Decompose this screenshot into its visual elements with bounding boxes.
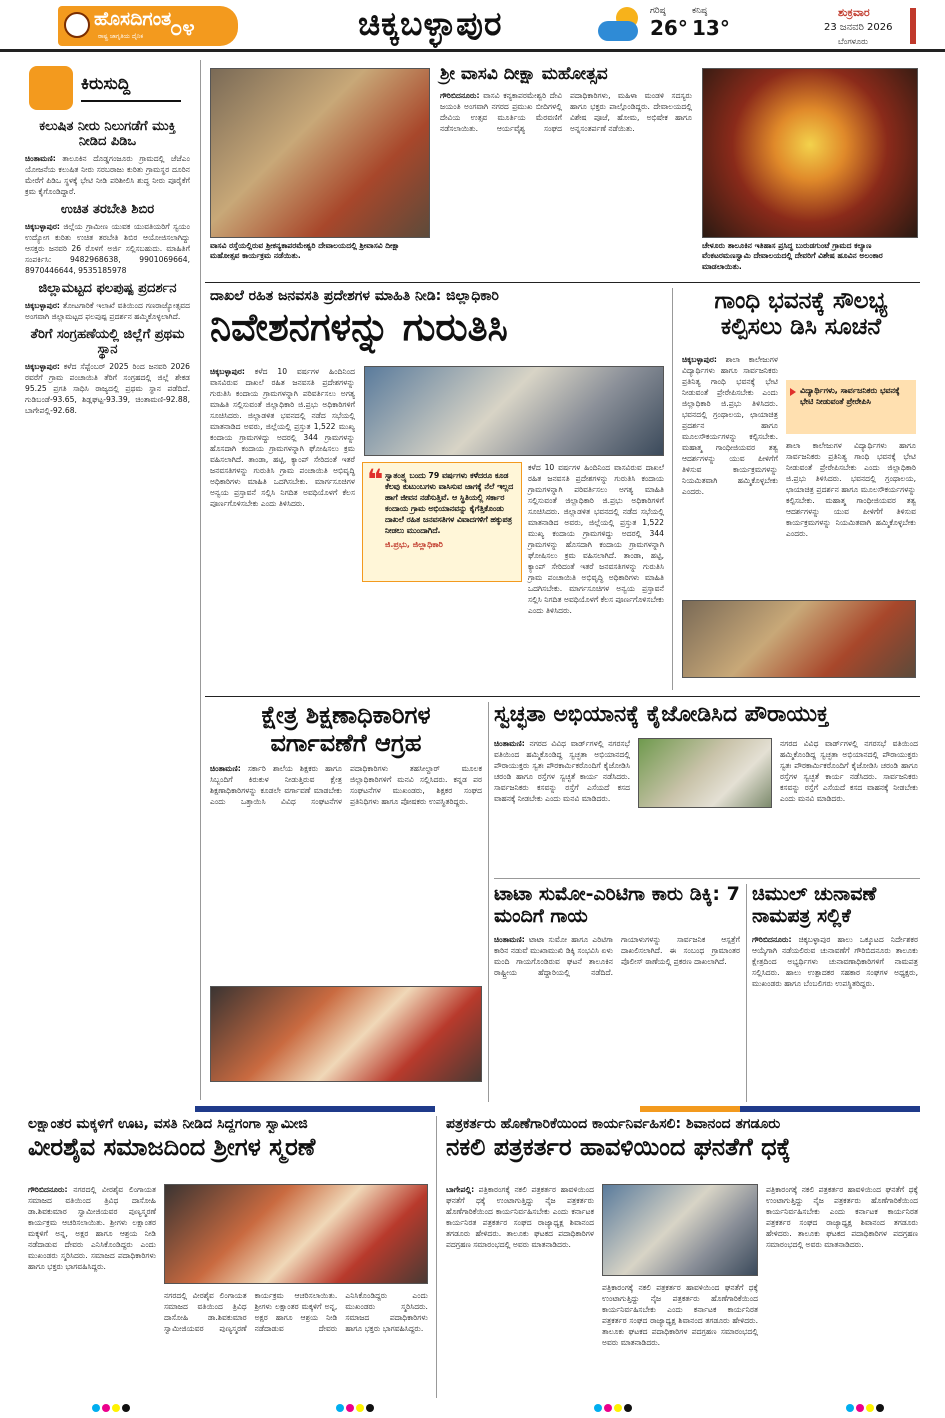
lead-kicker: ದಾಖಲೆ ರಹಿತ ಜನವಸತಿ ಪ್ರದೇಶಗಳ ಮಾಹಿತಿ ನೀಡಿ: ಜಿಲ್ಲಾಧಿಕಾರಿ <box>210 288 499 304</box>
brief-title: ಉಚಿತ ತರಬೇತಿ ಶಿಬಿರ <box>60 201 155 217</box>
issue-date: 23 ಜನವರಿ 2026 <box>824 22 893 33</box>
gandhi-callout <box>786 380 916 434</box>
transfer-article <box>210 702 482 1082</box>
hand-pointer-icon <box>29 66 73 110</box>
briefs-header <box>25 60 190 116</box>
brand-tagline: ರಾಷ್ಟ್ರ ಜಾಗೃತಿಯ ದೈನಿಕ <box>98 33 144 40</box>
article-headline: ಟಾಟಾ ಸುಮೋ-ಎರಿಟಿಗಾ ಕಾರು ಡಿಕ್ಕಿ: 7 ಮಂದಿಗೆ ಗಾಯ <box>494 883 740 927</box>
article-body-continued: ಪತ್ರಿಕಾರಂಗಕ್ಕೆ ನಕಲಿ ಪತ್ರಕರ್ತರ ಹಾವಳಿಯಿಂದ ಘನತೆಗೆ ಧಕ್ಕೆ ಉಂಟಾಗುತ್ತಿದ್ದು ನೈಜ ಪತ್ರಕರ್ತರು ಹೊಣೆಗಾರಿಕೆಯಿಂದ ಕಾರ್ಯನಿರ್ವಹಿಸಬೇಕು ಎಂದು ಕರ್ನಾಟಕ ಕಾರ್ಯನಿರತ ಪತ್ರಕರ್ತರ ಸಂಘದ ರಾಜ್ಯಾಧ್ಯಕ್ಷ ಶಿವಾನಂದ ತಗಡೂರು ಹೇಳಿದರು. ತಾಲೂಕು ಘಟಕದ ಪದಾಧಿಕಾರಿಗಳ ಪದಗ್ರಹಣ ಸಮಾರಂಭದಲ್ಲಿ ಅವರು ಮಾತನಾಡಿದರು. <box>602 1283 758 1347</box>
journalists-photo-block <box>602 1184 758 1396</box>
lead-body-col1 <box>210 366 355 509</box>
article-headline: ಶ್ರೀ ವಾಸವಿ ದೀಕ್ಷಾ ಮಹೋತ್ಸವ <box>440 64 608 84</box>
veerashaiva-article <box>28 1116 428 1162</box>
article-body-continued: ಕಳೆದ 10 ವರ್ಷಗಳ ಹಿಂದಿನಿಂದ ವಾಸವಿರುವ ದಾಖಲೆ ರಹಿತ ಜನವಸತಿ ಪ್ರದೇಶಗಳನ್ನು ಗುರುತಿಸಿ ಕಂದಾಯ ಗ್ರಾಮಗಳನ್ನಾಗಿ ಪರಿವರ್ತಿಸಲು ಅಗತ್ಯ ಮಾಹಿತಿ ಸಲ್ಲಿಸುವಂತೆ ಜಿಲ್ಲಾಧಿಕಾರಿ ಜಿ.ಪ್ರಭು ಅಧಿಕಾರಿಗಳಿಗೆ ಸೂಚಿಸಿದರು. ಜಿಲ್ಲಾಡಳಿತ ಭವನದಲ್ಲಿ ನಡೆದ ಸಭೆಯಲ್ಲಿ ಮಾತನಾಡಿದ ಅವರು, ಜಿಲ್ಲೆಯಲ್ಲಿ ಪ್ರಸ್ತುತ 1,522 ಮುಖ್ಯ ಕಂದಾಯ ಗ್ರಾಮಗಳಿದ್ದು ಅದರಲ್ಲಿ 344 ಗ್ರಾಮಗಳನ್ನು ಹೊಸದಾಗಿ ಕಂದಾಯ ಗ್ರಾಮಗಳನ್ನಾಗಿ ಘೋಷಿಸಲು ಕ್ರಮ ವಹಿಸಲಾಗಿದೆ. ತಾಂಡಾ, ಹಟ್ಟಿ, ಕ್ಯಾಂಪ್ ಸೇರಿದಂತೆ ಇತರೆ ಜನವಸತಿಗಳನ್ನು ಗುರುತಿಸಿ ಗ್ರಾಮ ಪಂಚಾಯಿತಿ ಅಭಿವೃದ್ಧಿ ಅಧಿಕಾರಿಗಳು ಮಾಹಿತಿ ಒದಗಿಸಬೇಕು. ಮಾರ್ಗಸೂಚಿಗಳ ಅನ್ವಯ ಪ್ರಸ್ತಾವನೆ ಸಲ್ಲಿಸಿ ನಿಗದಿತ ಅವಧಿಯೊಳಗೆ ಕೆಲಸ ಪೂರ್ಣಗೊಳಿಸಬೇಕು ಎಂದು ತಿಳಿಸಿದರು. <box>528 463 664 615</box>
temple-deity-photo <box>702 68 918 238</box>
max-temp-label: ಗರಿಷ್ಠ <box>650 6 666 16</box>
cleanliness-article <box>494 702 918 727</box>
briefs-column <box>25 60 190 416</box>
photo-caption: ವಾಸವಿ ರಸ್ತೆಯಲ್ಲಿರುವ ಶ್ರೀಕನ್ಯಕಾಪರಮೇಶ್ವರಿ ದೇವಾಲಯದಲ್ಲಿ ಶ್ರೀವಾಸವಿ ದೀಕ್ಷಾ ಮಹೋತ್ಸವ ಕಾರ್ಯಕ್ರಮ ನಡೆಯಿತು. <box>210 241 400 261</box>
photo-caption: ಚೇಳೂರು ತಾಲೂಕಿನ ಇತಿಹಾಸ ಪ್ರಸಿದ್ಧ ಬುರುಡಗುಂಟೆ ಗ್ರಾಮದ ಕಲ್ಯಾಣ ವೆಂಕಟರಮಣಸ್ವಾಮಿ ದೇವಾಲಯದಲ್ಲಿ ದೇವರಿಗೆ ವಿಶೇಷ ಹೂವಿನ ಅಲಂಕಾರ ಮಾಡಲಾಯಿತು. <box>702 241 883 271</box>
gandhi-article <box>682 288 920 341</box>
lead-headline: ನಿವೇಶನಗಳನ್ನು ಗುರುತಿಸಿ <box>210 305 508 349</box>
swamiji-remembrance-photo <box>164 1184 428 1284</box>
article-body-continued: ಪತ್ರಿಕಾರಂಗಕ್ಕೆ ನಕಲಿ ಪತ್ರಕರ್ತರ ಹಾವಳಿಯಿಂದ ಘನತೆಗೆ ಧಕ್ಕೆ ಉಂಟಾಗುತ್ತಿದ್ದು ನೈಜ ಪತ್ರಕರ್ತರು ಹೊಣೆಗಾರಿಕೆಯಿಂದ ಕಾರ್ಯನಿರ್ವಹಿಸಬೇಕು ಎಂದು ಕರ್ನಾಟಕ ಕಾರ್ಯನಿರತ ಪತ್ರಕರ್ತರ ಸಂಘದ ರಾಜ್ಯಾಧ್ಯಕ್ಷ ಶಿವಾನಂದ ತಗಡೂರು ಹೇಳಿದರು. ತಾಲೂಕು ಘಟಕದ ಪದಾಧಿಕಾರಿಗಳ ಪದಗ್ರಹಣ ಸಮಾರಂಭದಲ್ಲಿ ಅವರು ಮಾತನಾಡಿದರು. <box>766 1185 918 1249</box>
max-temperature <box>650 6 688 40</box>
cleanliness-body-col2 <box>780 738 918 804</box>
article-headline: ಗಾಂಧಿ ಭವನಕ್ಕೆ ಸೌಲಭ್ಯ ಕಲ್ಪಿಸಲು ಡಿಸಿ ಸೂಚನೆ <box>714 288 888 341</box>
meeting-photo <box>364 366 664 456</box>
registration-mark <box>866 1404 874 1412</box>
column-divider <box>746 884 747 1102</box>
cleanliness-photo <box>638 738 772 808</box>
section-divider <box>205 696 920 697</box>
registration-mark <box>356 1404 364 1412</box>
article-body: ಚಿಕ್ಕಬಳ್ಳಾಪುರ: ಶಾಲಾ ಕಾಲೇಜುಗಳ ವಿದ್ಯಾರ್ಥಿಗಳು ಹಾಗೂ ಸಾರ್ವಜನಿಕರು ಪ್ರತಿನಿತ್ಯ ಗಾಂಧಿ ಭವನಕ್ಕೆ ಭೇಟಿ ನೀಡುವಂತೆ ಪ್ರೇರೇಪಿಸಬೇಕು ಎಂದು ಜಿಲ್ಲಾಧಿಕಾರಿ ಜಿ.ಪ್ರಭು ತಿಳಿಸಿದರು. ಭವನದಲ್ಲಿ ಗ್ರಂಥಾಲಯ, ಛಾಯಾಚಿತ್ರ ಪ್ರದರ್ಶನ ಹಾಗೂ ಮೂಲಸೌಕರ್ಯಗಳನ್ನು ಕಲ್ಪಿಸಬೇಕು. ಮಹಾತ್ಮ ಗಾಂಧೀಜಿಯವರ ತತ್ವ ಆದರ್ಶಗಳನ್ನು ಯುವ ಪೀಳಿಗೆಗೆ ತಿಳಿಸುವ ಕಾರ್ಯಕ್ರಮಗಳನ್ನು ನಿಯಮಿತವಾಗಿ ಹಮ್ಮಿಕೊಳ್ಳಬೇಕು ಎಂದರು. <box>682 355 778 496</box>
section-color-bar <box>740 1106 920 1112</box>
registration-mark <box>122 1404 130 1412</box>
brief-body: ಚಿಕ್ಕಬಳ್ಳಾಪುರ: ಜಿಲ್ಲೆಯ ಗ್ರಾಮೀಣ ಯುವಕ ಯುವತಿಯರಿಗೆ ಸ್ವಯಂ ಉದ್ಯೋಗ ಕುರಿತು ಉಚಿತ ತರಬೇತಿ ಶಿಬಿರ ಆಯೋಜಿಸಲಾಗಿದ್ದು ಆಸಕ್ತರು ಜನವರಿ 26 ರೊಳಗೆ ಅರ್ಜಿ ಸಲ್ಲಿಸಬಹುದು. ಮಾಹಿತಿಗೆ ಸಂಪರ್ಕಿಸಿ: 9482968638, 9901069664, 8970446644, 9535185978 <box>25 221 191 275</box>
article-body: ಗೌರಿಬಿದನೂರು: ಚಿಕ್ಕಬಳ್ಳಾಪುರ ಹಾಲು ಒಕ್ಕೂಟದ ನಿರ್ದೇಶಕರ ಆಯ್ಕೆಗಾಗಿ ನಡೆಯಲಿರುವ ಚುನಾವಣೆಗೆ ಗೌರಿಬಿದನೂರು ತಾಲೂಕು ಕ್ಷೇತ್ರದಿಂದ ಅಭ್ಯರ್ಥಿಗಳು ಚುನಾವಣಾಧಿಕಾರಿಗಳಿಗೆ ನಾಮಪತ್ರ ಸಲ್ಲಿಸಿದರು. ಹಾಲು ಉತ್ಪಾದಕರ ಸಹಕಾರ ಸಂಘಗಳ ಅಧ್ಯಕ್ಷರು, ಮುಖಂಡರು ಹಾಗೂ ಬೆಂಬಲಿಗರು ಉಪಸ್ಥಿತರಿದ್ದರು. <box>752 934 918 988</box>
column-divider <box>200 60 201 1100</box>
quote-author: ಜಿ.ಪ್ರಭು, ಜಿಲ್ಲಾಧಿಕಾರಿ <box>385 540 443 550</box>
brand-logo-icon <box>64 12 90 38</box>
column-divider <box>672 288 673 690</box>
article-body: ಗೌರಿಬಿದನೂರು: ನಗರದಲ್ಲಿ ವೀರಶೈವ ಲಿಂಗಾಯತ ಸಮಾಜದ ವತಿಯಿಂದ ತ್ರಿವಿಧ ದಾಸೋಹಿ ಡಾ.ಶಿವಕುಮಾರ ಸ್ವಾಮೀಜಿಯವರ ಪುಣ್ಯಸ್ಮರಣೆ ಕಾರ್ಯಕ್ರಮ ಆಚರಿಸಲಾಯಿತು. ಶ್ರೀಗಳು ಲಕ್ಷಾಂತರ ಮಕ್ಕಳಿಗೆ ಅನ್ನ, ಅಕ್ಷರ ಹಾಗೂ ಆಶ್ರಯ ನೀಡಿ ನಡೆದಾಡುವ ದೇವರು ಎನಿಸಿಕೊಂಡಿದ್ದರು ಎಂದು ಮುಖಂಡರು ಸ್ಮರಿಸಿದರು. ಸಮಾಜದ ಪದಾಧಿಕಾರಿಗಳು ಹಾಗೂ ಭಕ್ತರು ಭಾಗವಹಿಸಿದ್ದರು. <box>28 1185 157 1271</box>
registration-mark <box>624 1404 632 1412</box>
brief-body: ಚಿಂತಾಮಣಿ: ತಾಲೂಕಿನ ದೊಡ್ಡಗಂಜೂರು ಗ್ರಾಮದಲ್ಲಿ ಜೆಜೆಎಂ ಯೋಜನೆಯ ಕಲುಷಿತ ನೀರು ಸರಬರಾಜು ಕುರಿತು ಗ್ರಾಮಸ್ಥರ ದೂರಿನ ಮೇರೆಗೆ ಪಿಡಿಒ ಸ್ಥಳಕ್ಕೆ ಭೇಟಿ ನೀಡಿ ಪರಿಶೀಲಿಸಿ ಶುದ್ಧ ನೀರು ಪೂರೈಕೆಗೆ ಕ್ರಮ ಕೈಗೊಂಡಿದ್ದಾರೆ. <box>25 153 190 196</box>
article-body: ಚಿಂತಾಮಣಿ: ನಗರದ ವಿವಿಧ ವಾರ್ಡ್‌ಗಳಲ್ಲಿ ನಗರಸಭೆ ವತಿಯಿಂದ ಹಮ್ಮಿಕೊಂಡಿದ್ದ ಸ್ವಚ್ಛತಾ ಅಭಿಯಾನದಲ್ಲಿ ಪೌರಾಯುಕ್ತರು ಸ್ವತಃ ಪೌರಕಾರ್ಮಿಕರೊಂದಿಗೆ ಕೈಜೋಡಿಸಿ ಚರಂಡಿ ಹಾಗೂ ರಸ್ತೆಗಳ ಸ್ವಚ್ಛತೆ ಕಾರ್ಯ ನಡೆಸಿದರು. ಸಾರ್ವಜನಿಕರು ಕಸವನ್ನು ರಸ್ತೆಗೆ ಎಸೆಯದೆ ಕಸದ ವಾಹನಕ್ಕೆ ನೀಡಬೇಕು ಎಂದು ಮನವಿ ಮಾಡಿದರು. <box>494 739 630 803</box>
masthead-divider <box>910 8 916 44</box>
registration-mark <box>876 1404 884 1412</box>
meeting-photo-block <box>364 366 664 456</box>
issue-location: ಬೆಂಗಳೂರು <box>838 37 868 46</box>
brief-item <box>25 328 190 416</box>
registration-mark <box>346 1404 354 1412</box>
brief-item <box>25 282 190 322</box>
article-kicker: ಪತ್ರಕರ್ತರು ಹೊಣೆಗಾರಿಕೆಯಿಂದ ಕಾರ್ಯನಿರ್ವಹಿಸಲಿ: ಶಿವಾನಂದ ತಗಡೂರು <box>446 1116 781 1132</box>
registration-mark <box>604 1404 612 1412</box>
article-body-continued: ನಗರದ ವಿವಿಧ ವಾರ್ಡ್‌ಗಳಲ್ಲಿ ನಗರಸಭೆ ವತಿಯಿಂದ ಹಮ್ಮಿಕೊಂಡಿದ್ದ ಸ್ವಚ್ಛತಾ ಅಭಿಯಾನದಲ್ಲಿ ಪೌರಾಯುಕ್ತರು ಸ್ವತಃ ಪೌರಕಾರ್ಮಿಕರೊಂದಿಗೆ ಕೈಜೋಡಿಸಿ ಚರಂಡಿ ಹಾಗೂ ರಸ್ತೆಗಳ ಸ್ವಚ್ಛತೆ ಕಾರ್ಯ ನಡೆಸಿದರು. ಸಾರ್ವಜನಿಕರು ಕಸವನ್ನು ರಸ್ತೆಗೆ ಎಸೆಯದೆ ಕಸದ ವಾಹನಕ್ಕೆ ನೀಡಬೇಕು ಎಂದು ಮನವಿ ಮಾಡಿದರು. <box>780 739 918 803</box>
article-body: ಚಿಂತಾಮಣಿ: ಟಾಟಾ ಸುಮೋ ಹಾಗೂ ಎರಿಟಿಗಾ ಕಾರಿನ ನಡುವೆ ಮುಖಾಮುಖಿ ಡಿಕ್ಕಿ ಸಂಭವಿಸಿ ಏಳು ಮಂದಿ ಗಾಯಗೊಂಡಿರುವ ಘಟನೆ ತಾಲೂಕಿನ ರಾಷ್ಟ್ರೀಯ ಹೆದ್ದಾರಿಯಲ್ಲಿ ನಡೆದಿದೆ. ಗಾಯಾಳುಗಳನ್ನು ಸಾರ್ವಜನಿಕ ಆಸ್ಪತ್ರೆಗೆ ದಾಖಲಿಸಲಾಗಿದೆ. ಈ ಸಂಬಂಧ ಗ್ರಾಮಾಂತರ ಪೊಲೀಸ್ ಠಾಣೆಯಲ್ಲಿ ಪ್ರಕರಣ ದಾಖಲಾಗಿದೆ. <box>494 934 740 977</box>
article-headline: ವೀರಶೈವ ಸಮಾಜದಿಂದ ಶ್ರೀಗಳ ಸ್ಮರಣೆ <box>28 1133 316 1161</box>
gandhi-photo-block <box>682 600 916 678</box>
procession-photo <box>210 68 430 238</box>
registration-mark <box>92 1404 100 1412</box>
registration-mark <box>846 1404 854 1412</box>
dc-quote-box <box>362 462 522 582</box>
registration-mark <box>112 1404 120 1412</box>
column-divider <box>488 702 489 1102</box>
article-body: ಚಿಕ್ಕಬಳ್ಳಾಪುರ: ಕಳೆದ 10 ವರ್ಷಗಳ ಹಿಂದಿನಿಂದ ವಾಸವಿರುವ ದಾಖಲೆ ರಹಿತ ಜನವಸತಿ ಪ್ರದೇಶಗಳನ್ನು ಗುರುತಿಸಿ ಕಂದಾಯ ಗ್ರಾಮಗಳನ್ನಾಗಿ ಪರಿವರ್ತಿಸಲು ಅಗತ್ಯ ಮಾಹಿತಿ ಸಲ್ಲಿಸುವಂತೆ ಜಿಲ್ಲಾಧಿಕಾರಿ ಜಿ.ಪ್ರಭು ಅಧಿಕಾರಿಗಳಿಗೆ ಸೂಚಿಸಿದರು. ಜಿಲ್ಲಾಡಳಿತ ಭವನದಲ್ಲಿ ನಡೆದ ಸಭೆಯಲ್ಲಿ ಮಾತನಾಡಿದ ಅವರು, ಜಿಲ್ಲೆಯಲ್ಲಿ ಪ್ರಸ್ತುತ 1,522 ಮುಖ್ಯ ಕಂದಾಯ ಗ್ರಾಮಗಳಿದ್ದು ಅದರಲ್ಲಿ 344 ಗ್ರಾಮಗಳನ್ನು ಹೊಸದಾಗಿ ಕಂದಾಯ ಗ್ರಾಮಗಳನ್ನಾಗಿ ಘೋಷಿಸಲು ಕ್ರಮ ವಹಿಸಲಾಗಿದೆ. ತಾಂಡಾ, ಹಟ್ಟಿ, ಕ್ಯಾಂಪ್ ಸೇರಿದಂತೆ ಇತರೆ ಜನವಸತಿಗಳನ್ನು ಗುರುತಿಸಿ ಗ್ರಾಮ ಪಂಚಾಯಿತಿ ಅಭಿವೃದ್ಧಿ ಅಧಿಕಾರಿಗಳು ಮಾಹಿತಿ ಒದಗಿಸಬೇಕು. ಮಾರ್ಗಸೂಚಿಗಳ ಅನ್ವಯ ಪ್ರಸ್ತಾವನೆ ಸಲ್ಲಿಸಿ ನಿಗದಿತ ಅವಧಿಯೊಳಗೆ ಕೆಲಸ ಪೂರ್ಣಗೊಳಿಸಬೇಕು ಎಂದು ತಿಳಿಸಿದರು. <box>210 367 355 508</box>
gandhi-body-col2 <box>786 440 916 539</box>
registration-mark <box>614 1404 622 1412</box>
brand-banner <box>58 6 238 46</box>
vasavi-photo-block <box>210 68 430 262</box>
journalists-body-col3 <box>766 1184 918 1396</box>
gandhi-body-col1 <box>682 354 778 497</box>
issue-day: ಶುಕ್ರವಾರ <box>838 6 870 19</box>
chimul-article <box>752 884 918 989</box>
lead-body-col2 <box>528 462 664 616</box>
bullet-icon <box>790 388 796 396</box>
briefs-underline <box>81 100 181 102</box>
section-color-bar <box>195 1106 435 1112</box>
journalists-article <box>446 1116 920 1162</box>
brief-title: ತೆರಿಗೆ ಸಂಗ್ರಹಣೆಯಲ್ಲಿ ಜಿಲ್ಲೆಗೆ ಪ್ರಥಮ ಸ್ಥಾನ <box>30 326 185 357</box>
brief-title: ಕಲುಷಿತ ನೀರು ನಿಲುಗಡೆಗೆ ಮುಕ್ತಿ ನೀಡಿದ ಪಿಡಿಒ <box>39 119 176 149</box>
article-body: ಬಾಗೇಪಲ್ಲಿ: ಪತ್ರಿಕಾರಂಗಕ್ಕೆ ನಕಲಿ ಪತ್ರಕರ್ತರ ಹಾವಳಿಯಿಂದ ಘನತೆಗೆ ಧಕ್ಕೆ ಉಂಟಾಗುತ್ತಿದ್ದು ನೈಜ ಪತ್ರಕರ್ತರು ಹೊಣೆಗಾರಿಕೆಯಿಂದ ಕಾರ್ಯನಿರ್ವಹಿಸಬೇಕು ಎಂದು ಕರ್ನಾಟಕ ಕಾರ್ಯನಿರತ ಪತ್ರಕರ್ತರ ಸಂಘದ ರಾಜ್ಯಾಧ್ಯಕ್ಷ ಶಿವಾನಂದ ತಗಡೂರು ಹೇಳಿದರು. ತಾಲೂಕು ಘಟಕದ ಪದಾಧಿಕಾರಿಗಳ ಪದಗ್ರಹಣ ಸಮಾರಂಭದಲ್ಲಿ ಅವರು ಮಾತನಾಡಿದರು. <box>446 1185 594 1249</box>
article-headline: ಕ್ಷೇತ್ರ ಶಿಕ್ಷಣಾಧಿಕಾರಿಗಳ ವರ್ಗಾವಣೆಗೆ ಆಗ್ರಹ <box>261 701 431 757</box>
section-color-bar <box>640 1106 740 1112</box>
article-body-continued: ಶಾಲಾ ಕಾಲೇಜುಗಳ ವಿದ್ಯಾರ್ಥಿಗಳು ಹಾಗೂ ಸಾರ್ವಜನಿಕರು ಪ್ರತಿನಿತ್ಯ ಗಾಂಧಿ ಭವನಕ್ಕೆ ಭೇಟಿ ನೀಡುವಂತೆ ಪ್ರೇರೇಪಿಸಬೇಕು ಎಂದು ಜಿಲ್ಲಾಧಿಕಾರಿ ಜಿ.ಪ್ರಭು ತಿಳಿಸಿದರು. ಭವನದಲ್ಲಿ ಗ್ರಂಥಾಲಯ, ಛಾಯಾಚಿತ್ರ ಪ್ರದರ್ಶನ ಹಾಗೂ ಮೂಲಸೌಕರ್ಯಗಳನ್ನು ಕಲ್ಪಿಸಬೇಕು. ಮಹಾತ್ಮ ಗಾಂಧೀಜಿಯವರ ತತ್ವ ಆದರ್ಶಗಳನ್ನು ಯುವ ಪೀಳಿಗೆಗೆ ತಿಳಿಸುವ ಕಾರ್ಯಕ್ರಮಗಳನ್ನು ನಿಯಮಿತವಾಗಿ ಹಮ್ಮಿಕೊಳ್ಳಬೇಕು ಎಂದರು. <box>786 441 916 538</box>
registration-mark <box>336 1404 344 1412</box>
min-temp-label: ಕನಿಷ್ಠ <box>692 6 708 16</box>
article-headline: ಚಿಮುಲ್ ಚುನಾವಣೆ ನಾಮಪತ್ರ ಸಲ್ಲಿಕೆ <box>752 883 877 927</box>
brief-body: ಚಿಕ್ಕಬಳ್ಳಾಪುರ: ತೋಟಗಾರಿಕೆ ಇಲಾಖೆ ವತಿಯಿಂದ ಗಣರಾಜ್ಯೋತ್ಸವದ ಅಂಗವಾಗಿ ಜಿಲ್ಲಾಮಟ್ಟದ ಫಲಪುಷ್ಪ ಪ್ರದರ್ಶನ ಹಮ್ಮಿಕೊಳ್ಳಲಾಗಿದೆ. <box>25 300 190 321</box>
article-kicker: ಲಕ್ಷಾಂತರ ಮಕ್ಕಳಿಗೆ ಊಟ, ವಸತಿ ನೀಡಿದ ಸಿದ್ದಗಂಗಾ ಸ್ವಾಮೀಜಿ <box>28 1116 308 1132</box>
article-headline: ನಕಲಿ ಪತ್ರಕರ್ತರ ಹಾವಳಿಯಿಂದ ಘನತೆಗೆ ಧಕ್ಕೆ <box>446 1133 791 1161</box>
brand-name: ಹೊಸದಿಗಂತ <box>94 8 172 30</box>
edition-city: ಚಿಕ್ಕಬಳ್ಳಾಪುರ <box>358 4 503 43</box>
quote-text: ಸ್ವಾತಂತ್ರ್ಯ ಬಂದು 79 ವರ್ಷಗಳು ಕಳೆದರೂ ಕೂಡ ಕೆಲವು ಕುಟುಂಬಗಳು ವಾಸಿಸುವ ಜಾಗಕ್ಕೆ ನೆಲೆ ಇಲ್ಲದ ಹಾಗೆ ಜೀವನ ನಡೆಸುತ್ತಿವೆ. ಆ ಸ್ಥಿತಿಯಲ್ಲಿ ಸರ್ಕಾರ ಕಂದಾಯ ಗ್ರಾಮ ಅಭಿಯಾನವನ್ನು ಕೈಗೆತ್ತಿಕೊಂಡು ದಾಖಲೆ ರಹಿತ ಜನವಸತಿಗಳ ವಿವಾದಗಳಿಗೆ ಹಕ್ಕುಪತ್ರ ನೀಡಲು ಮುಂದಾಗಿದೆ. <box>385 471 514 535</box>
temple-photo-block <box>702 68 918 272</box>
lead-article <box>210 288 665 350</box>
article-body-continued: ನಗರದಲ್ಲಿ ವೀರಶೈವ ಲಿಂಗಾಯತ ಸಮಾಜದ ವತಿಯಿಂದ ತ್ರಿವಿಧ ದಾಸೋಹಿ ಡಾ.ಶಿವಕುಮಾರ ಸ್ವಾಮೀಜಿಯವರ ಪುಣ್ಯಸ್ಮರಣೆ ಕಾರ್ಯಕ್ರಮ ಆಚರಿಸಲಾಯಿತು. ಶ್ರೀಗಳು ಲಕ್ಷಾಂತರ ಮಕ್ಕಳಿಗೆ ಅನ್ನ, ಅಕ್ಷರ ಹಾಗೂ ಆಶ್ರಯ ನೀಡಿ ನಡೆದಾಡುವ ದೇವರು ಎನಿಸಿಕೊಂಡಿದ್ದರು ಎಂದು ಮುಖಂಡರು ಸ್ಮರಿಸಿದರು. ಸಮಾಜದ ಪದಾಧಿಕಾರಿಗಳು ಹಾಗೂ ಭಕ್ತರು ಭಾಗವಹಿಸಿದ್ದರು. <box>164 1291 428 1333</box>
weather-icon <box>596 5 642 45</box>
registration-mark <box>594 1404 602 1412</box>
registration-mark <box>102 1404 110 1412</box>
cleanliness-photo-block <box>638 738 772 808</box>
journalists-body-col1 <box>446 1184 594 1250</box>
callout-text: ವಿದ್ಯಾರ್ಥಿಗಳು, ಸಾರ್ವಜನಿಕರು ಭವನಕ್ಕೆ ಭೇಟಿ ನೀಡುವಂತೆ ಪ್ರೇರೇಪಿಸಿ <box>800 386 900 406</box>
vasavi-article <box>440 64 692 134</box>
registration-mark <box>856 1404 864 1412</box>
article-body: ಚಿಂತಾಮಣಿ: ಸರ್ಕಾರಿ ಶಾಲೆಯ ಶಿಕ್ಷಕರು ಹಾಗೂ ಸಿಬ್ಬಂದಿಗೆ ಕಿರುಕುಳ ನೀಡುತ್ತಿರುವ ಕ್ಷೇತ್ರ ಶಿಕ್ಷಣಾಧಿಕಾರಿಗಳನ್ನು ಕೂಡಲೇ ವರ್ಗಾವಣೆ ಮಾಡಬೇಕು ಎಂದು ಒತ್ತಾಯಿಸಿ ವಿವಿಧ ಸಂಘಟನೆಗಳ ಪದಾಧಿಕಾರಿಗಳು ತಹಸೀಲ್ದಾರ್ ಮೂಲಕ ಜಿಲ್ಲಾಧಿಕಾರಿಗಳಿಗೆ ಮನವಿ ಸಲ್ಲಿಸಿದರು. ಕನ್ನಡ ಪರ ಸಂಘಟನೆಗಳ ಮುಖಂಡರು, ಶಿಕ್ಷಕರ ಸಂಘದ ಪ್ರತಿನಿಧಿಗಳು ಹಾಗೂ ಪೋಷಕರು ಉಪಸ್ಥಿತರಿದ್ದರು. <box>210 764 482 807</box>
brief-item <box>25 203 190 276</box>
min-temp-value: 13° <box>692 16 730 40</box>
section-divider <box>205 282 920 283</box>
masthead <box>0 0 945 52</box>
page-number: ೦೪ <box>170 16 195 41</box>
quote-icon: ❝ <box>367 463 384 496</box>
brief-body: ಚಿಕ್ಕಬಳ್ಳಾಪುರ: ಕಳೆದ ಸೆಪ್ಟೆಂಬರ್ 2025 ರಿಂದ ಜನವರಿ 2026 ರವರೆಗೆ ಗ್ರಾಮ ಪಂಚಾಯಿತಿ ತೆರಿಗೆ ಸಂಗ್ರಹದಲ್ಲಿ ಜಿಲ್ಲೆ ಶೇಕಡ 95.25 ಪ್ರಗತಿ ಸಾಧಿಸಿ ರಾಜ್ಯದಲ್ಲಿ ಪ್ರಥಮ ಸ್ಥಾನ ಪಡೆದಿದೆ. ಗುಡಿಬಂಡೆ-93.65, ಶಿಡ್ಲಘಟ್ಟ-93.39, ಚಿಂತಾಮಣಿ-92.88, ಬಾಗೇಪಲ್ಲಿ-92.68. <box>25 361 190 415</box>
briefs-label: ಕಿರುಸುದ್ದಿ <box>81 74 131 94</box>
max-temp-value: 26° <box>650 16 688 40</box>
gandhi-statue-photo <box>682 600 916 678</box>
memorandum-photo <box>210 986 482 1082</box>
veerashaiva-body-col1 <box>28 1184 156 1272</box>
registration-mark <box>366 1404 374 1412</box>
section-divider <box>494 878 920 879</box>
cleanliness-body-col1 <box>494 738 630 804</box>
accident-article <box>494 884 740 978</box>
brief-item <box>25 120 190 197</box>
veerashaiva-photo-block <box>164 1184 428 1394</box>
brief-title: ಜಿಲ್ಲಾಮಟ್ಟದ ಫಲಪುಷ್ಪ ಪ್ರದರ್ಶನ <box>38 280 177 296</box>
min-temperature <box>692 6 730 40</box>
article-body: ಗೌರಿಬಿದನೂರು: ವಾಸವಿ ಕನ್ಯಕಾಪರಮೇಶ್ವರಿ ದೇವಿ ಜಯಂತಿ ಅಂಗವಾಗಿ ನಗರದ ಪ್ರಮುಖ ಬೀದಿಗಳಲ್ಲಿ ದೇವಿಯ ಉತ್ಸವ ಮೂರ್ತಿಯ ಮೆರವಣಿಗೆ ನಡೆಸಲಾಯಿತು. ಆರ್ಯವೈಶ್ಯ ಸಂಘದ ಪದಾಧಿಕಾರಿಗಳು, ಮಹಿಳಾ ಮಂಡಳಿ ಸದಸ್ಯರು ಹಾಗೂ ಭಕ್ತರು ಪಾಲ್ಗೊಂಡಿದ್ದರು. ದೇವಾಲಯದಲ್ಲಿ ವಿಶೇಷ ಪೂಜೆ, ಹೋಮ, ಅಭಿಷೇಕ ಹಾಗೂ ಅನ್ನಸಂತರ್ಪಣೆ ನಡೆಯಿತು. <box>440 91 692 133</box>
article-headline: ಸ್ವಚ್ಛತಾ ಅಭಿಯಾನಕ್ಕೆ ಕೈಜೋಡಿಸಿದ ಪೌರಾಯುಕ್ತ <box>494 702 829 727</box>
column-divider <box>436 1116 437 1398</box>
press-meet-photo <box>602 1184 758 1276</box>
